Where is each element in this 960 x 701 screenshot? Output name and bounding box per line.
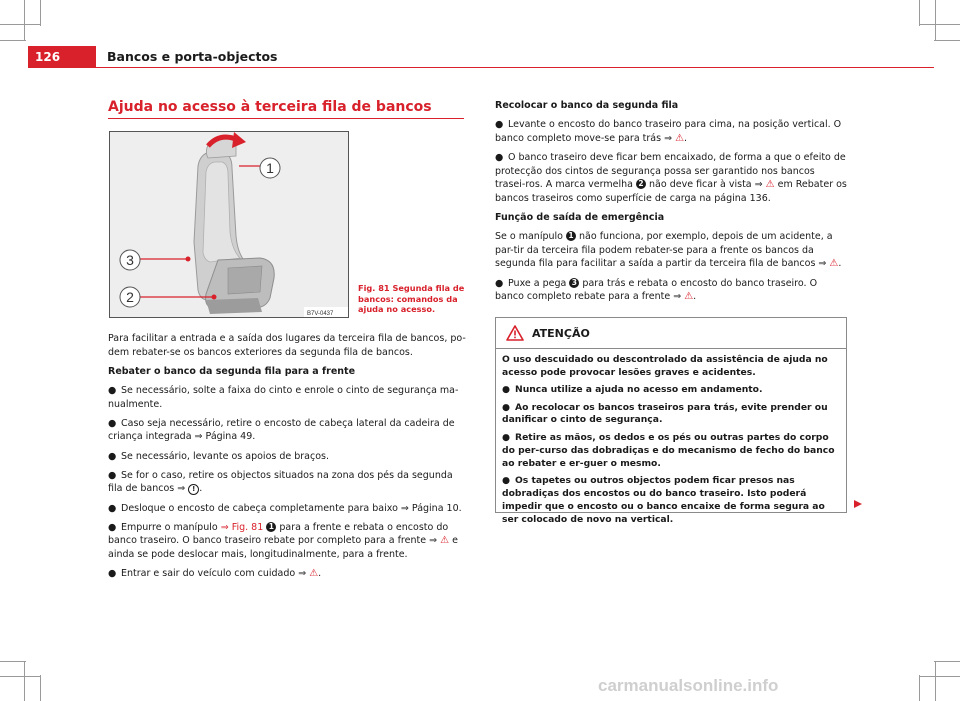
crop-mark [0,40,26,41]
callout-3: 3 [126,252,134,268]
list-item: ● O banco traseiro deve ficar bem encaixado, de forma a que o efeito de protecção dos cintos de segurança possa ser garantido nos bancos trasei-ros. A marca vermelha 2 não deve ficar à vista ⇒ ⚠ em Rebater os bancos traseiros como superfície de carga na página 136. [495,151,847,204]
intro-paragraph: Para facilitar a entrada e a saída dos lugares da terceira fila de bancos, po-dem rebater-se os bancos exteriores da segunda fila de bancos. [108,333,466,358]
crop-mark [40,0,41,26]
list-item: ● Se necessário, levante os apoios de braços. [108,450,330,462]
figure-code: B7V-0437 [307,311,334,317]
warning-icon[interactable]: ⚠ [675,132,685,144]
section-rule [108,118,464,119]
callout-1: 1 [266,160,274,176]
warning-icon[interactable]: ⚠ [309,568,319,580]
list-item: ● Retire as mãos, os dedos e os pés ou outras partes do corpo do per-curso das dobradiças e do mecanismo de fecho do banco ao rebater e er-guer o mesmo. [502,431,835,469]
header-rule [96,67,934,68]
crop-mark [919,0,920,26]
seat-figure [109,131,349,318]
crop-mark [0,661,26,662]
crop-mark [920,24,960,25]
warning-icon[interactable]: ⚠ [684,291,694,303]
warning-header [496,318,846,349]
subheading-emergency: Função de saída de emergência [495,211,665,223]
figure-caption: Fig. 81 Segunda fila de bancos: comandos da ajuda no acesso. [358,283,465,314]
warning-triangle-icon [506,325,524,341]
figure-link[interactable]: ⇒ Fig. 81 [220,521,264,533]
crop-mark [919,675,920,701]
crop-mark [40,675,41,701]
warning-intro: O uso descuidado ou descontrolado da assistência de ajuda no acesso pode provocar lesões graves e acidentes. [502,354,828,378]
warning-body [496,349,846,526]
emergency-paragraph: Se o manípulo 1 não funciona, por exemplo, depois de um acidente, a par-tir da terceira fila podem rebater-se para a frente os bancos da segunda fila para facilitar a saída a partir da terceira fila de bancos ⇒ ⚠. [495,231,842,270]
list-item: ● Se for o caso, retire os objectos situados na zona dos pés da segunda fila de bancos ⇒ ! . [108,469,453,495]
list-item: ● Desloque o encosto de cabeça completamente para baixo ⇒ Página 10. [108,502,462,514]
section-title: Ajuda no acesso à terceira fila de bancos [108,99,432,115]
warning-icon[interactable]: ⚠ [765,179,775,191]
continue-arrow-icon [853,499,863,509]
subheading-fold: Rebater o banco da segunda fila para a frente [108,365,356,377]
crop-mark [0,24,40,25]
number-badge: 2 [636,179,646,189]
list-item: ● Nunca utilize a ajuda no acesso em andamento. [502,384,763,396]
crop-mark [934,40,960,41]
crop-mark [920,676,960,677]
crop-mark [935,661,936,701]
list-item: ● Caso seja necessário, retire o encosto de cabeça lateral da cadeira de criança integrada ⇒ Página 49. [108,417,455,443]
list-item: ● Puxe a pega 3 para trás e rebata o encosto do banco traseiro. O banco completo rebate para a frente ⇒ ⚠. [495,277,818,303]
note-icon[interactable]: ! [188,484,199,495]
seat-illustration [110,132,348,317]
crop-mark [0,676,40,677]
subheading-return: Recolocar o banco da segunda fila [495,100,679,111]
warning-title: ATENÇÃO [532,326,590,340]
callout-2: 2 [126,289,134,305]
list-item: ● Se necessário, solte a faixa do cinto e enrole o cinto de segurança ma-nualmente. [108,384,459,410]
number-badge: 1 [266,522,276,532]
list-item: ● Levante o encosto do banco traseiro para cima, na posição vertical. O banco completo move-se para trás ⇒ ⚠. [495,119,842,144]
left-column [108,332,466,586]
page-number: 126 [28,46,96,68]
warning-icon[interactable]: ⚠ [440,535,450,547]
list-item: ● Ao recolocar os bancos traseiros para trás, evite prender ou danificar o cinto de segurança. [502,401,828,426]
warning-box [495,317,847,525]
right-column [495,99,847,309]
warning-icon[interactable]: ⚠ [829,258,839,270]
running-header: Bancos e porta-objectos [107,49,278,64]
crop-mark [935,0,936,40]
crop-mark [934,661,960,662]
number-badge: 1 [566,231,576,241]
list-item: ● Os tapetes ou outros objectos podem ficar presos nas dobradiças dos encostos ou do banco traseiro. Isto poderá impedir que o encosto ou o banco encaixe de forma segura ao ser colocado de novo na vertical. [502,474,825,525]
list-item: ● Entrar e sair do veículo com cuidado ⇒ ⚠. [108,568,322,580]
list-item: ● Empurre o manípulo ⇒ Fig. 81 1 para a frente e rebata o encosto do banco traseiro. O banco traseiro rebate por completo para a frente ⇒ ⚠ e ainda se pode deslocar mais, longitudinalmente, para a frente. [108,521,458,560]
crop-mark [24,661,25,701]
watermark: carmanualsonline.info [598,676,779,695]
crop-mark [24,0,25,40]
number-badge: 3 [569,278,579,288]
